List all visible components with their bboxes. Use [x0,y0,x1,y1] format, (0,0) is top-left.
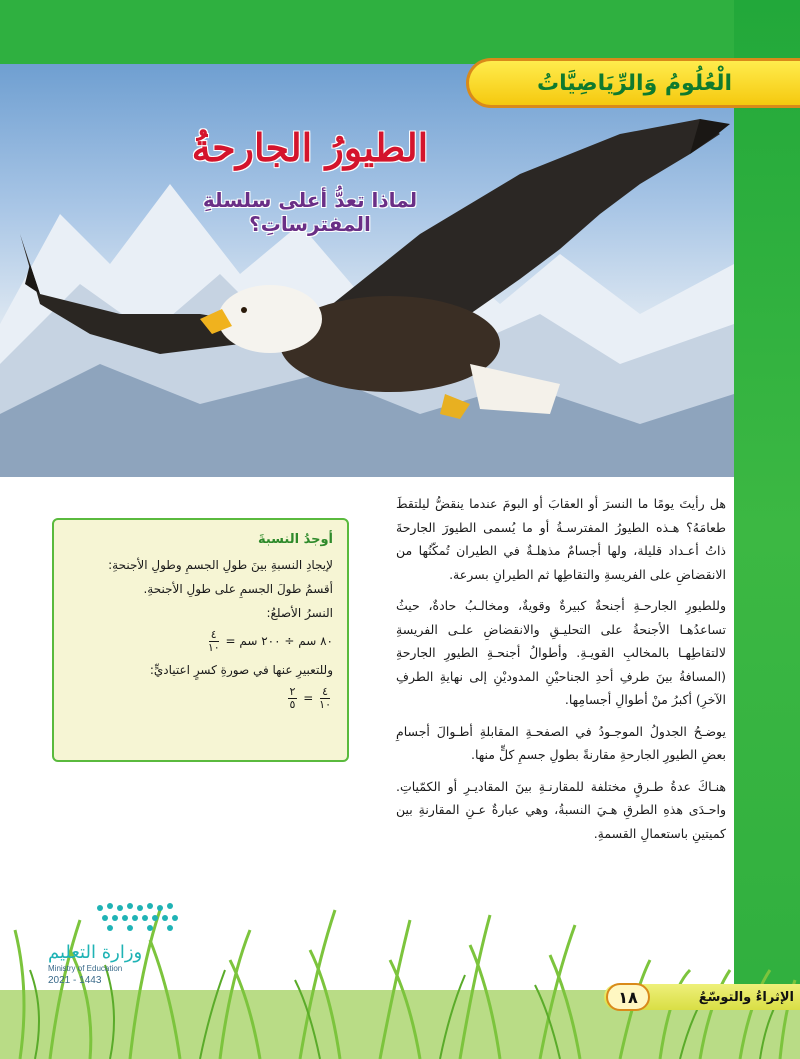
footer-section-label: الإثراءُ والتوسّعُ [698,989,794,1005]
ratio-line-4: وللتعبيرِ عنها في صورةِ كسرٍ اعتياديٍّ: [149,663,333,677]
body-text [396,492,726,853]
ministry-name-arabic: وزارة التعليم [48,942,143,963]
ratio-line-2: أقسمُ طولَ الجسمِ على طولِ الأجنحةِ. [143,582,333,596]
fraction-2-5 [288,686,298,711]
page-subtitle: لماذا تعدُّ أعلى سلسلةِ المفترساتِ؟ [202,188,418,236]
ratio-line-1: لإيجادِ النسبةِ بينَ طولِ الجسمِ وطولِ الأجنحةِ: [108,558,333,572]
ministry-logo-dots-icon [90,898,240,938]
fraction-denominator: ٥ [289,698,296,711]
ratio-equation-1 [68,629,333,654]
top-green-band [0,0,800,64]
paragraph-3: يوضـحُ الجدولُ الموجـودُ في الصفحـةِ المقابلةِ أطـوالَ أجسامِ بعضِ الطيورِ الجارحةِ مقارنةً بطولِ جسمِ كلٍّ منها. [396,723,726,762]
fraction-denominator: ١٠ [207,641,220,654]
equation-left: ٨٠ سم ÷ ٢٠٠ سم = [225,634,333,648]
ministry-name-english: Ministry of Education [48,964,123,973]
equals-sign: = [303,691,314,705]
ratio-box-title: أوجدُ النسبةَ [257,532,333,547]
fraction-numerator: ٤ [210,628,217,641]
ministry-logo [40,898,200,993]
ratio-line-3: النسرُ الأصلعُ: [266,606,333,620]
edition-year: 2021 - 1443 [48,975,102,986]
section-tab [466,58,800,108]
paragraph-1: هل رأيتَ يومًا ما النسرَ أو العقابَ أو البومَ عندما ينقضُّ ليلتقطَ طعامَهُ؟ هـذه الطيورُ المفترسـةُ أو ما يُسمى الطيورَ الجارحةَ ذاتُ أعـداد قليلة، ولها أجسامٌ مذهلـةٌ في الطيران تُمكّنُها من الانقضاضِ على الفريسةِ والتقاطِها ثم الطيرانِ بسرعة. [396,496,726,582]
fraction-denominator: ١٠ [319,698,331,711]
fraction-4-10-b [319,686,331,711]
paragraph-4: هنـاكَ عدةُ طـرقٍ مختلفة للمقارنـةِ بينَ المقاديـرِ أو الكمّياتِ. واحـدَى هذهِ الطرقِ هـيَ النسبةُ، وهي عبارةٌ عـنِ المقارنةِ بين كميتينِ باستعمالِ القسمةِ. [396,778,726,841]
fraction-numerator: ٤ [322,685,329,698]
fraction-numerator: ٢ [289,685,296,698]
fraction-4-10 [208,629,220,654]
find-ratio-box [52,518,349,762]
ratio-equation-2 [68,686,333,711]
page-title: الطيورُ الجارحةُ [191,125,429,170]
section-tab-label: الْعُلُومُ وَالرِّيَاضِيَّاتُ [536,70,733,96]
paragraph-2: وللطيورِ الجارحـةِ أجنحةٌ كبيرةٌ وقويةٌ، ومخالـبُ حادةٌ، حيثُ تساعدُهـا الأجنحةُ على التحليـقِ والانقضاضِ علـى الفريسةِ لالتقاطِهـا بالمخالبِ القويـةِ. وأطوالُ أجنحـةِ الطيورِ الجارحةِ (المسافةُ بينَ طرفِ أحدِ الجناحيْنِ المدوديْنِ إلى نهايةِ الطرفِ الآخرِ) أكبرُ منْ أطوالِ أجسامِها. [396,598,726,707]
page-number: ١٨ [606,983,650,1011]
